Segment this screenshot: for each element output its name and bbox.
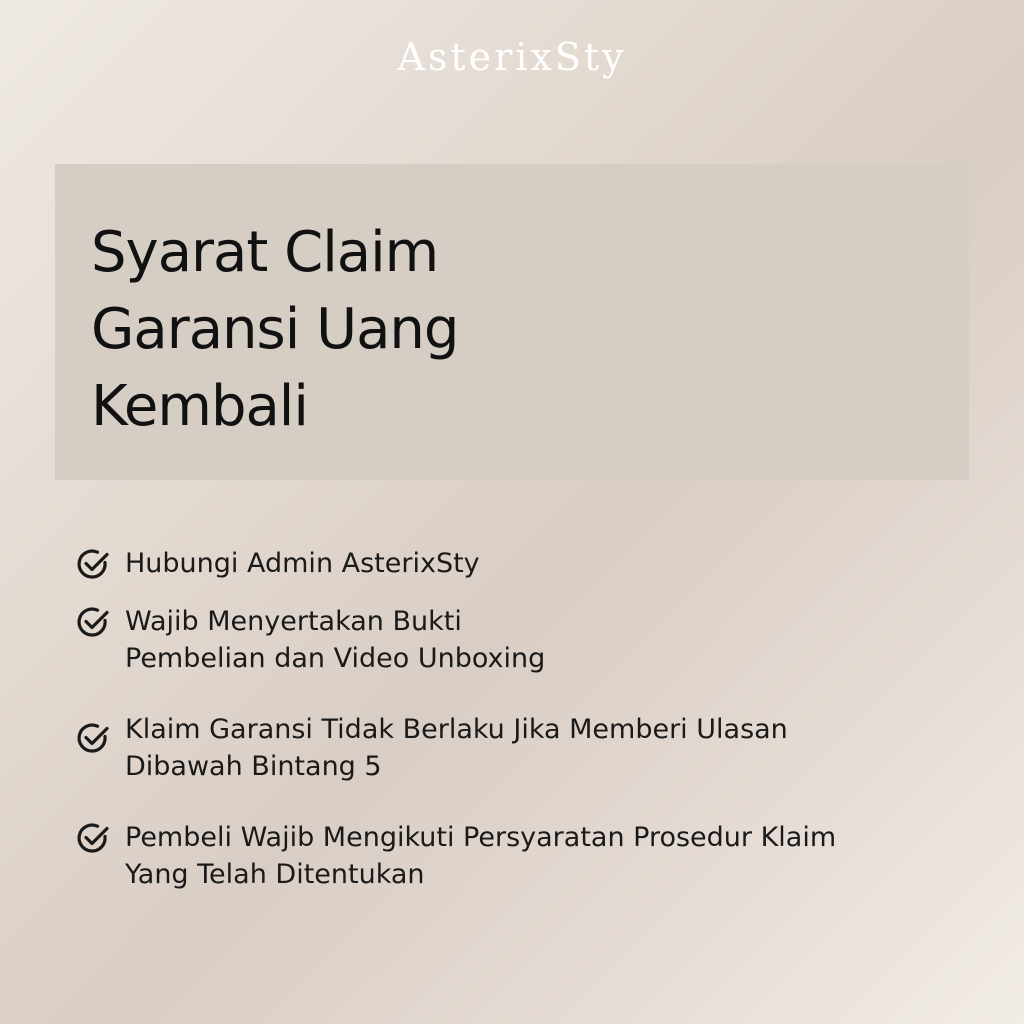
checklist-item-text [125, 545, 975, 582]
checklist-item-line: Klaim Garansi Tidak Berlaku Jika Memberi Ulasan [125, 714, 788, 745]
check-circle-icon [76, 821, 110, 855]
checklist-item-text [125, 819, 975, 893]
title-line: Syarat Claim [91, 220, 439, 285]
check-circle-icon [76, 721, 110, 755]
checklist-item-line: Pembeli Wajib Mengikuti Persyaratan Prosedur Klaim [125, 822, 837, 853]
check-circle-icon [76, 547, 110, 581]
check-circle-icon [76, 605, 110, 639]
brand-logo-text: AsterixSty [397, 35, 627, 79]
checklist-item-line: Hubungi Admin AsterixSty [125, 548, 480, 579]
checklist-item-text [125, 711, 975, 785]
checklist-item-line: Pembelian dan Video Unboxing [125, 643, 546, 674]
checklist-item-line: Wajib Menyertakan Bukti [125, 606, 462, 637]
title-line: Garansi Uang [91, 297, 459, 362]
title-panel [55, 164, 969, 480]
checklist-item-line: Yang Telah Ditentukan [125, 859, 425, 890]
page-title [91, 214, 458, 445]
checklist-item-text [125, 603, 975, 677]
title-line: Kembali [91, 374, 308, 439]
checklist-item-line: Dibawah Bintang 5 [125, 751, 382, 782]
